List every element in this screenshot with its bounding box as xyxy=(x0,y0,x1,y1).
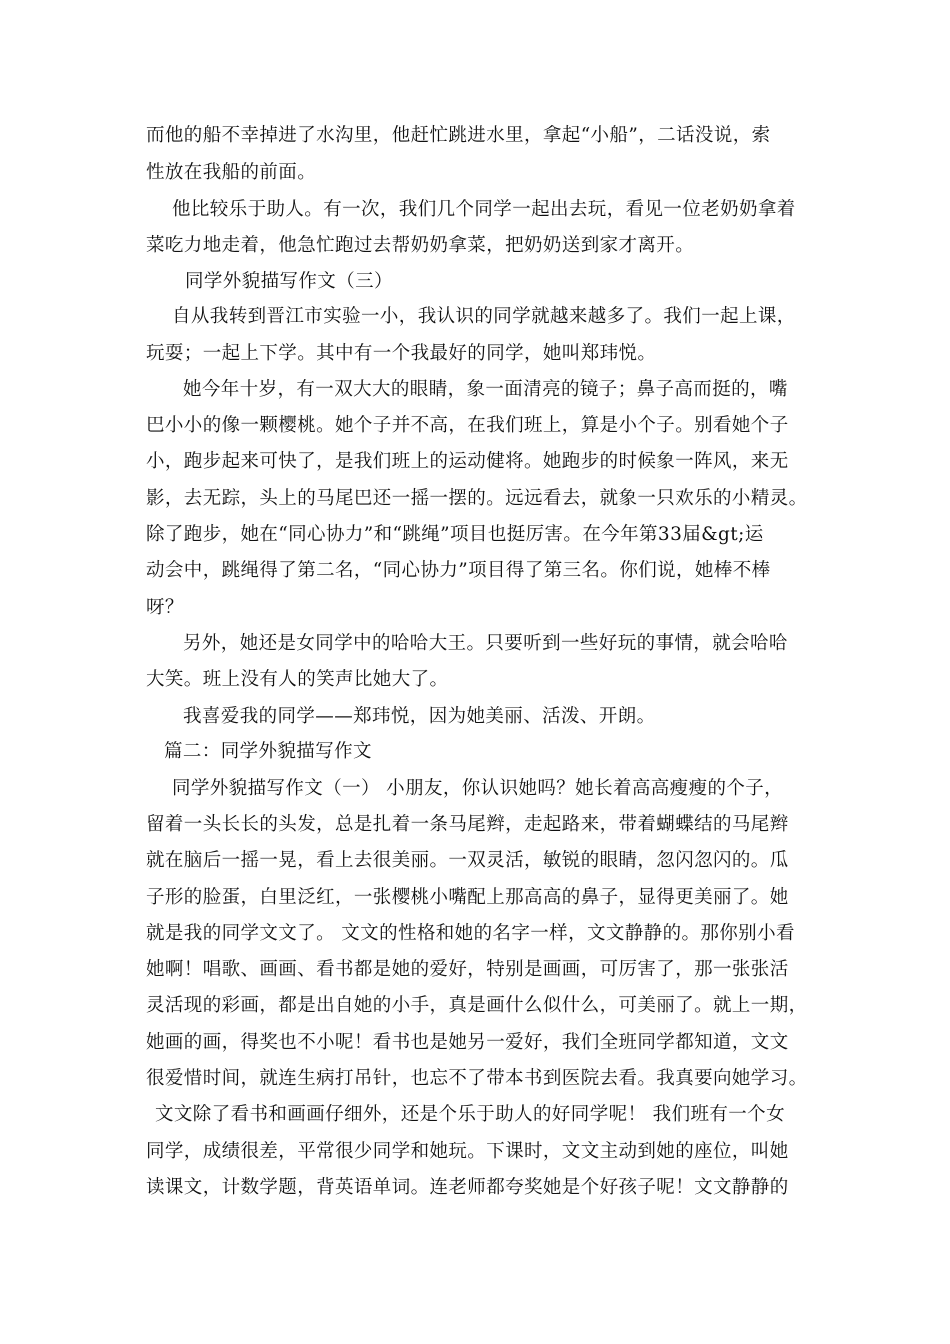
text-line: 自从我转到晋江市实验一小，我认识的同学就越来越多了。我们一起上课， xyxy=(172,306,796,327)
section-heading: 篇二：同学外貌描写作文 xyxy=(164,741,372,762)
text-line: 他比较乐于助人。有一次，我们几个同学一起出去玩，看见一位老奶奶拿着 xyxy=(172,199,796,220)
text-line: 子形的脸蛋，白里泛红，一张樱桃小嘴配上那高高的鼻子，显得更美丽了。她 xyxy=(146,887,789,908)
text-line: 很爱惜时间，就连生病打吊针，也忘不了带本书到医院去看。我真要向她学习。 xyxy=(146,1068,808,1089)
text-line: 她今年十岁，有一双大大的眼睛，象一面清亮的镜子；鼻子高而挺的，嘴 xyxy=(183,379,788,400)
text-line: 呀？ xyxy=(146,597,184,618)
text-line: 灵活现的彩画，都是出自她的小手，真是画什么似什么，可美丽了。就上一期， xyxy=(146,995,808,1016)
text-line: 她啊！唱歌、画画、看书都是她的爱好，特别是画画，可厉害了，那一张张活 xyxy=(146,959,789,980)
text-line: 动会中，跳绳得了第二名，“同心协力”项目得了第三名。你们说，她棒不棒 xyxy=(146,560,771,581)
text-line: 就在脑后一摇一晃，看上去很美丽。一双灵活，敏锐的眼睛，忽闪忽闪的。瓜 xyxy=(146,850,789,871)
text-line: 菜吃力地走着，他急忙跑过去帮奶奶拿菜，把奶奶送到家才离开。 xyxy=(146,235,695,256)
text-line: 玩耍；一起上下学。其中有一个我最好的同学，她叫郑玮悦。 xyxy=(146,343,657,364)
text-line: 她画的画，得奖也不小呢！看书也是她另一爱好，我们全班同学都知道，文文 xyxy=(146,1032,789,1053)
text-line: 性放在我船的前面。 xyxy=(146,162,317,183)
text-line: 我喜爱我的同学——郑玮悦，因为她美丽、活泼、开朗。 xyxy=(183,706,656,727)
text-line: 同学，成绩很差，平常很少同学和她玩。下课时，文文主动到她的座位，叫她 xyxy=(146,1141,789,1162)
text-line: 而他的船不幸掉进了水沟里，他赶忙跳进水里，拿起“小船”，二话没说，索 xyxy=(146,125,771,146)
text-line: 另外，她还是女同学中的哈哈大王。只要听到一些好玩的事情，就会哈哈 xyxy=(183,633,788,654)
text-line: 文文除了看书和画画仔细外，还是个乐于助人的好同学呢！ 我们班有一个女 xyxy=(155,1104,785,1125)
text-line: 影，去无踪，头上的马尾巴还一摇一摆的。远远看去，就象一只欢乐的小精灵。 xyxy=(146,488,808,509)
text-line: 同学外貌描写作文（一） 小朋友，你认识她吗？她长着高高瘦瘦的个子， xyxy=(172,778,784,799)
text-line: 小，跑步起来可快了，是我们班上的运动健将。她跑步的时候象一阵风，来无 xyxy=(146,451,789,472)
text-line: 除了跑步，她在“同心协力”和“跳绳”项目也挺厉害。在今年第33届&gt;运 xyxy=(146,524,764,545)
text-line: 大笑。班上没有人的笑声比她大了。 xyxy=(146,669,449,690)
text-line: 巴小小的像一颗樱桃。她个子并不高，在我们班上，算是小个子。别看她个子 xyxy=(146,415,789,436)
section-heading: 同学外貌描写作文（三） xyxy=(185,271,393,292)
text-line: 就是我的同学文文了。 文文的性格和她的名字一样，文文静静的。那你别小看 xyxy=(146,923,795,944)
text-line: 留着一头长长的头发，总是扎着一条马尾辫，走起路来，带着蝴蝶结的马尾辫 xyxy=(146,814,789,835)
text-line: 读课文，计数学题，背英语单词。连老师都夸奖她是个好孩子呢！文文静静的 xyxy=(146,1177,789,1198)
